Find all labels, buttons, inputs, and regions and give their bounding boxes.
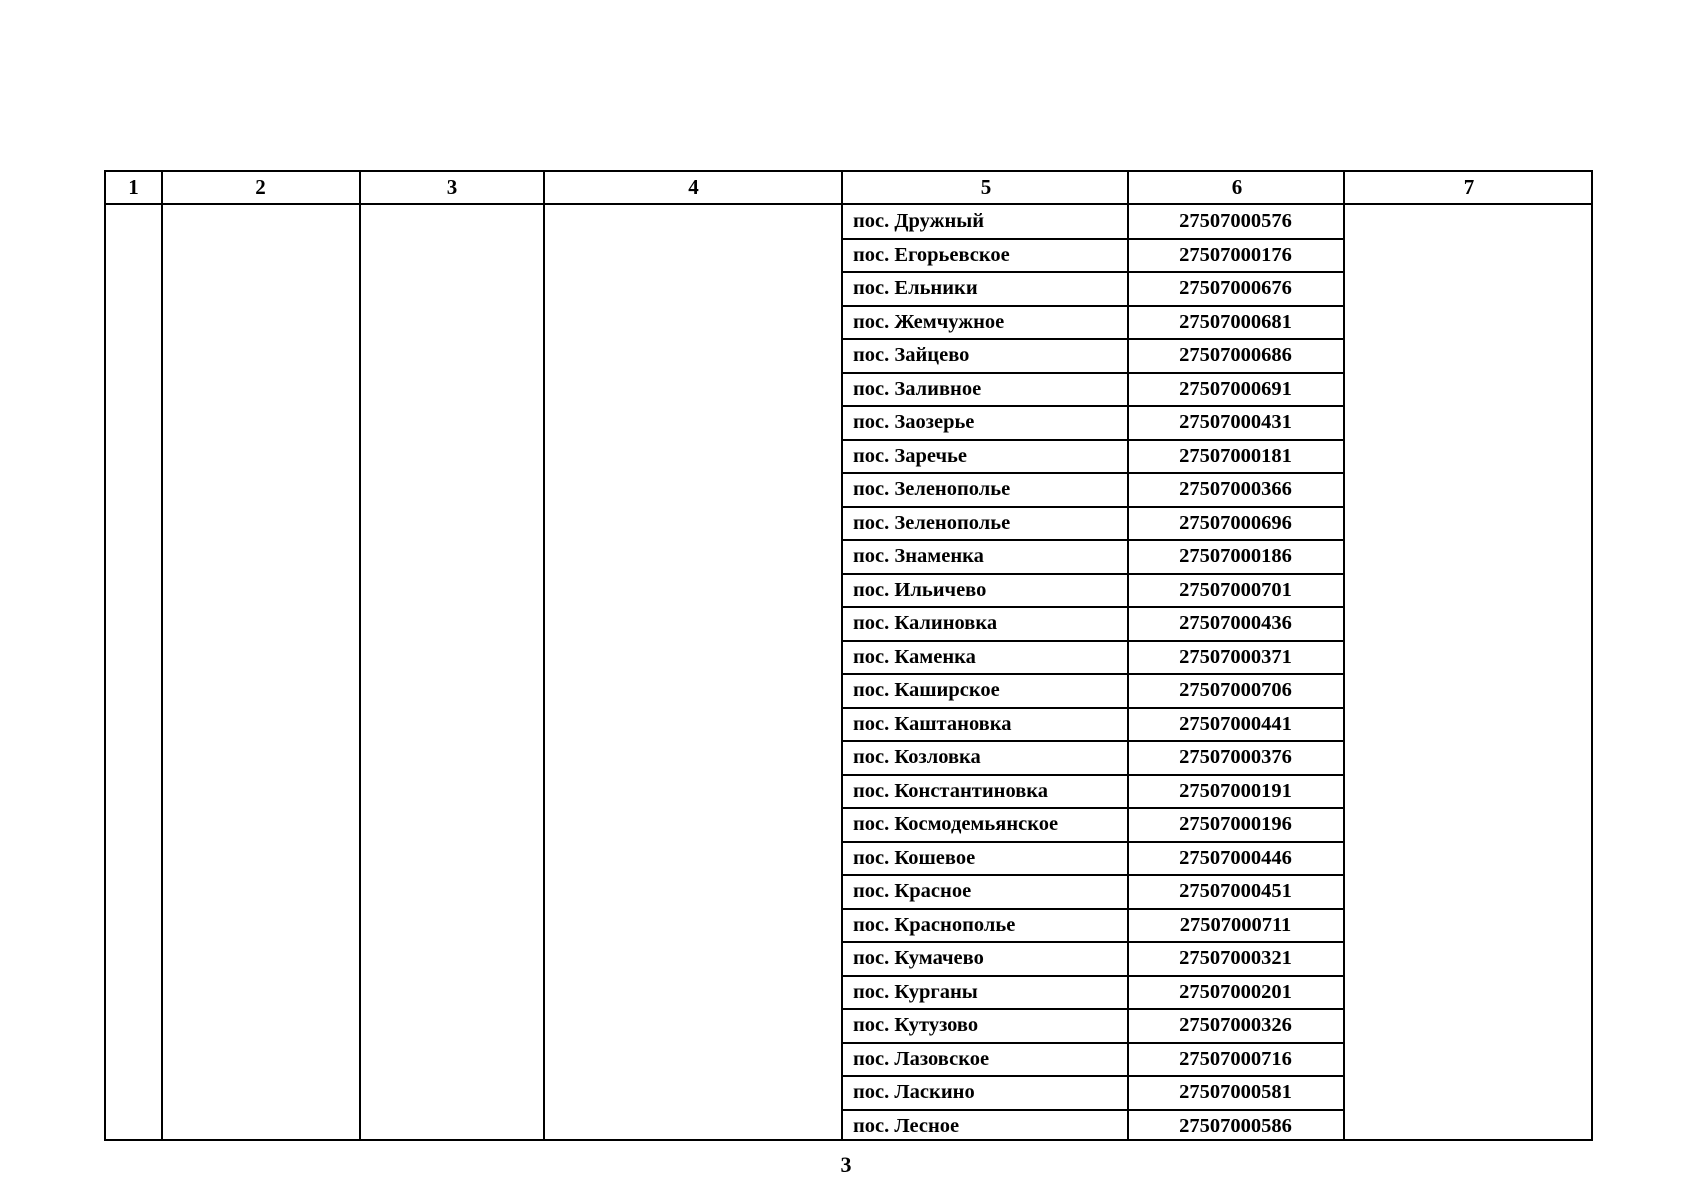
settlement-name-cell: пос. Заозерье bbox=[853, 411, 975, 433]
settlement-name-cell: пос. Космодемьянское bbox=[853, 813, 1059, 835]
settlement-code-cell: 27507000191 bbox=[1179, 779, 1292, 802]
settlement-name-cell: пос. Каштановка bbox=[853, 712, 1012, 735]
settlement-name-cell: пос. Краснополье bbox=[853, 913, 1016, 936]
header-col-4: 4 bbox=[688, 175, 699, 199]
settlement-code-cell: 27507000196 bbox=[1179, 813, 1292, 835]
settlement-code-cell: 27507000186 bbox=[1179, 545, 1292, 567]
settlement-code-cell: 27507000326 bbox=[1179, 1014, 1292, 1036]
column-divider bbox=[841, 172, 843, 1139]
settlement-code-cell: 27507000436 bbox=[1179, 612, 1292, 634]
header-col-2: 2 bbox=[255, 175, 266, 199]
settlement-code-cell: 27507000366 bbox=[1179, 478, 1292, 500]
settlement-code-cell: 27507000321 bbox=[1179, 947, 1292, 969]
settlement-code-cell: 27507000446 bbox=[1179, 846, 1292, 869]
settlement-name-cell: пос. Каменка bbox=[853, 645, 976, 668]
settlement-name-cell: пос. Зеленополье bbox=[853, 478, 1011, 500]
settlement-code-cell: 27507000371 bbox=[1179, 645, 1292, 668]
settlement-code-cell: 27507000676 bbox=[1179, 277, 1292, 299]
column-divider bbox=[359, 172, 361, 1139]
page-number: 3 bbox=[840, 1152, 852, 1177]
settlement-code-cell: 27507000681 bbox=[1179, 310, 1292, 333]
settlement-name-cell: пос. Егорьевское bbox=[853, 243, 1010, 266]
header-col-6: 6 bbox=[1231, 175, 1243, 199]
settlement-code-cell: 27507000176 bbox=[1179, 243, 1292, 266]
settlement-code-cell: 27507000586 bbox=[1179, 1114, 1292, 1137]
settlement-name-cell: пос. Знаменка bbox=[853, 545, 984, 567]
settlement-code-cell: 27507000686 bbox=[1179, 344, 1292, 366]
settlement-name-cell: пос. Жемчужное bbox=[853, 310, 1005, 333]
settlement-name-cell: пос. Кошевое bbox=[853, 846, 976, 869]
settlement-name-cell: пос. Каширское bbox=[853, 679, 1000, 701]
settlement-code-cell: 27507000691 bbox=[1179, 377, 1292, 400]
settlement-code-cell: 27507000441 bbox=[1179, 712, 1292, 735]
settlement-code-cell: 27507000696 bbox=[1179, 511, 1292, 534]
header-col-3: 3 bbox=[446, 175, 458, 199]
table-header-row bbox=[106, 172, 1591, 205]
settlement-code-cell: 27507000431 bbox=[1179, 411, 1292, 433]
column-divider bbox=[543, 172, 545, 1139]
settlement-name-cell: пос. Лесное bbox=[853, 1114, 960, 1137]
settlement-name-cell: пос. Курганы bbox=[853, 980, 978, 1003]
settlement-code-cell: 27507000201 bbox=[1179, 980, 1292, 1003]
settlement-code-cell: 27507000711 bbox=[1179, 913, 1292, 936]
settlement-name-cell: пос. Козловка bbox=[853, 746, 981, 768]
column-divider bbox=[161, 172, 163, 1139]
settlement-code-cell: 27507000581 bbox=[1179, 1081, 1292, 1103]
settlement-name-cell: пос. Заречье bbox=[853, 444, 967, 467]
settlement-name-cell: пос. Дружный bbox=[853, 210, 985, 232]
settlement-name-cell: пос. Лазовское bbox=[853, 1047, 990, 1070]
settlement-code-cell: 27507000706 bbox=[1179, 679, 1292, 701]
settlement-name-cell: пос. Зеленополье bbox=[853, 511, 1011, 534]
settlement-name-cell: пос. Калиновка bbox=[853, 612, 998, 634]
settlement-code-cell: 27507000576 bbox=[1179, 210, 1292, 232]
header-col-5: 5 bbox=[980, 175, 992, 199]
settlement-name-cell: пос. Кутузово bbox=[853, 1014, 979, 1036]
header-col-1: 1 bbox=[128, 175, 139, 199]
settlement-name-cell: пос. Заливное bbox=[853, 377, 982, 400]
settlement-name-cell: пос. Ильичево bbox=[853, 578, 987, 601]
settlement-name-cell: пос. Кумачево bbox=[853, 947, 984, 969]
settlements-table bbox=[104, 170, 1593, 1141]
settlement-name-cell: пос. Константиновка bbox=[853, 779, 1049, 802]
column-divider bbox=[1343, 172, 1345, 1139]
settlement-name-cell: пос. Зайцево bbox=[853, 344, 970, 366]
header-col-7: 7 bbox=[1463, 175, 1475, 199]
settlement-code-cell: 27507000701 bbox=[1179, 578, 1292, 601]
settlement-name-cell: пос. Ласкино bbox=[853, 1081, 975, 1103]
settlement-code-cell: 27507000451 bbox=[1179, 880, 1292, 902]
settlement-name-cell: пос. Ельники bbox=[853, 277, 978, 299]
settlement-code-cell: 27507000716 bbox=[1179, 1047, 1292, 1070]
settlement-code-cell: 27507000181 bbox=[1179, 444, 1292, 467]
settlement-code-cell: 27507000376 bbox=[1179, 746, 1292, 768]
settlement-name-cell: пос. Красное bbox=[853, 880, 972, 902]
